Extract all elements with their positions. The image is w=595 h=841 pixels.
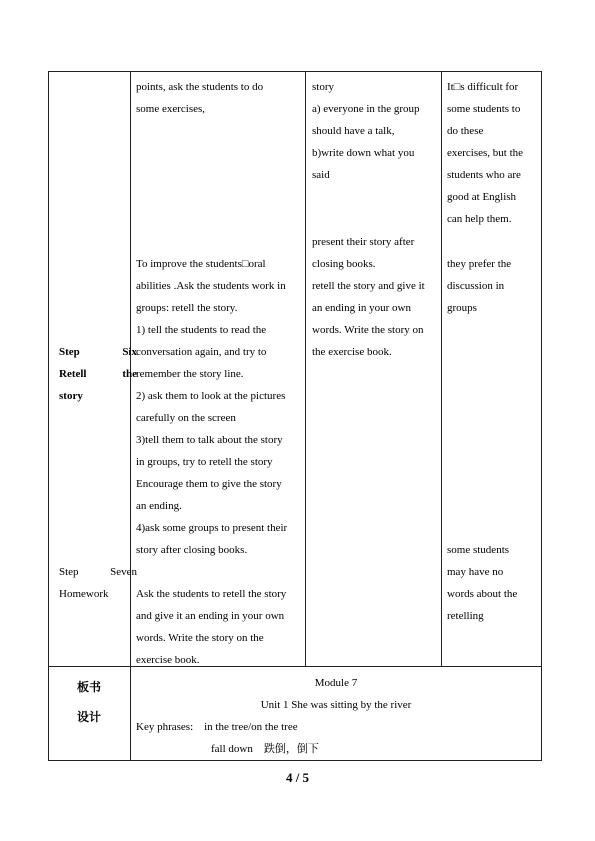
design-notes-top: It□s difficult for some students to do these exercises, but the students who are good at English can help them.: [447, 81, 524, 225]
student-activity-retell: present their story after closing books. retell the story and give it an ending in your own words. Write the story on the exercise book.: [312, 236, 425, 358]
design-notes-mid: they prefer the discussion in groups: [447, 258, 512, 314]
key-phrases: Key phrases: in the tree/on the tree fall down 跌倒，倒下: [136, 721, 319, 755]
table-col-divider: [441, 71, 442, 666]
table-border-top: [48, 71, 542, 72]
design-notes-bottom: some students may have no words about the retelling: [447, 544, 518, 622]
table-border-left: [48, 71, 49, 761]
step-six-label: Step Six Retell the story: [59, 346, 137, 402]
table-row-divider: [48, 666, 542, 667]
board-design-label: 板书 设计: [76, 680, 101, 724]
step-seven-label: Step Seven Homework: [59, 566, 137, 600]
table-col-divider: [305, 71, 306, 666]
board-module-title: Module 7 Unit 1 She was sitting by the river: [260, 677, 412, 711]
page-number: 4 / 5: [285, 770, 310, 785]
lesson-plan-table: [48, 71, 542, 761]
student-activity-top: story a) everyone in the group should have a talk, b)write down what you said: [312, 81, 420, 181]
table-col-divider: [130, 71, 131, 761]
teacher-activity-retell: To improve the students□oral abilities .Ask the students work in groups: retell the story. 1) tell the students to read the conversation again, and try to remember the story line. 2) ask them to look at the pictures carefully on the screen 3)tell them to talk about the story in groups, try to retell the story Encourage them to give the story an ending. 4)ask some groups to present their story after closing books.: [136, 258, 288, 556]
table-border-right: [541, 71, 542, 761]
table-border-bottom: [48, 760, 542, 761]
teacher-activity-top: points, ask the students to do some exercises,: [136, 81, 264, 115]
teacher-activity-homework: Ask the students to retell the story and give it an ending in your own words. Write the story on the exercise book.: [136, 588, 287, 666]
